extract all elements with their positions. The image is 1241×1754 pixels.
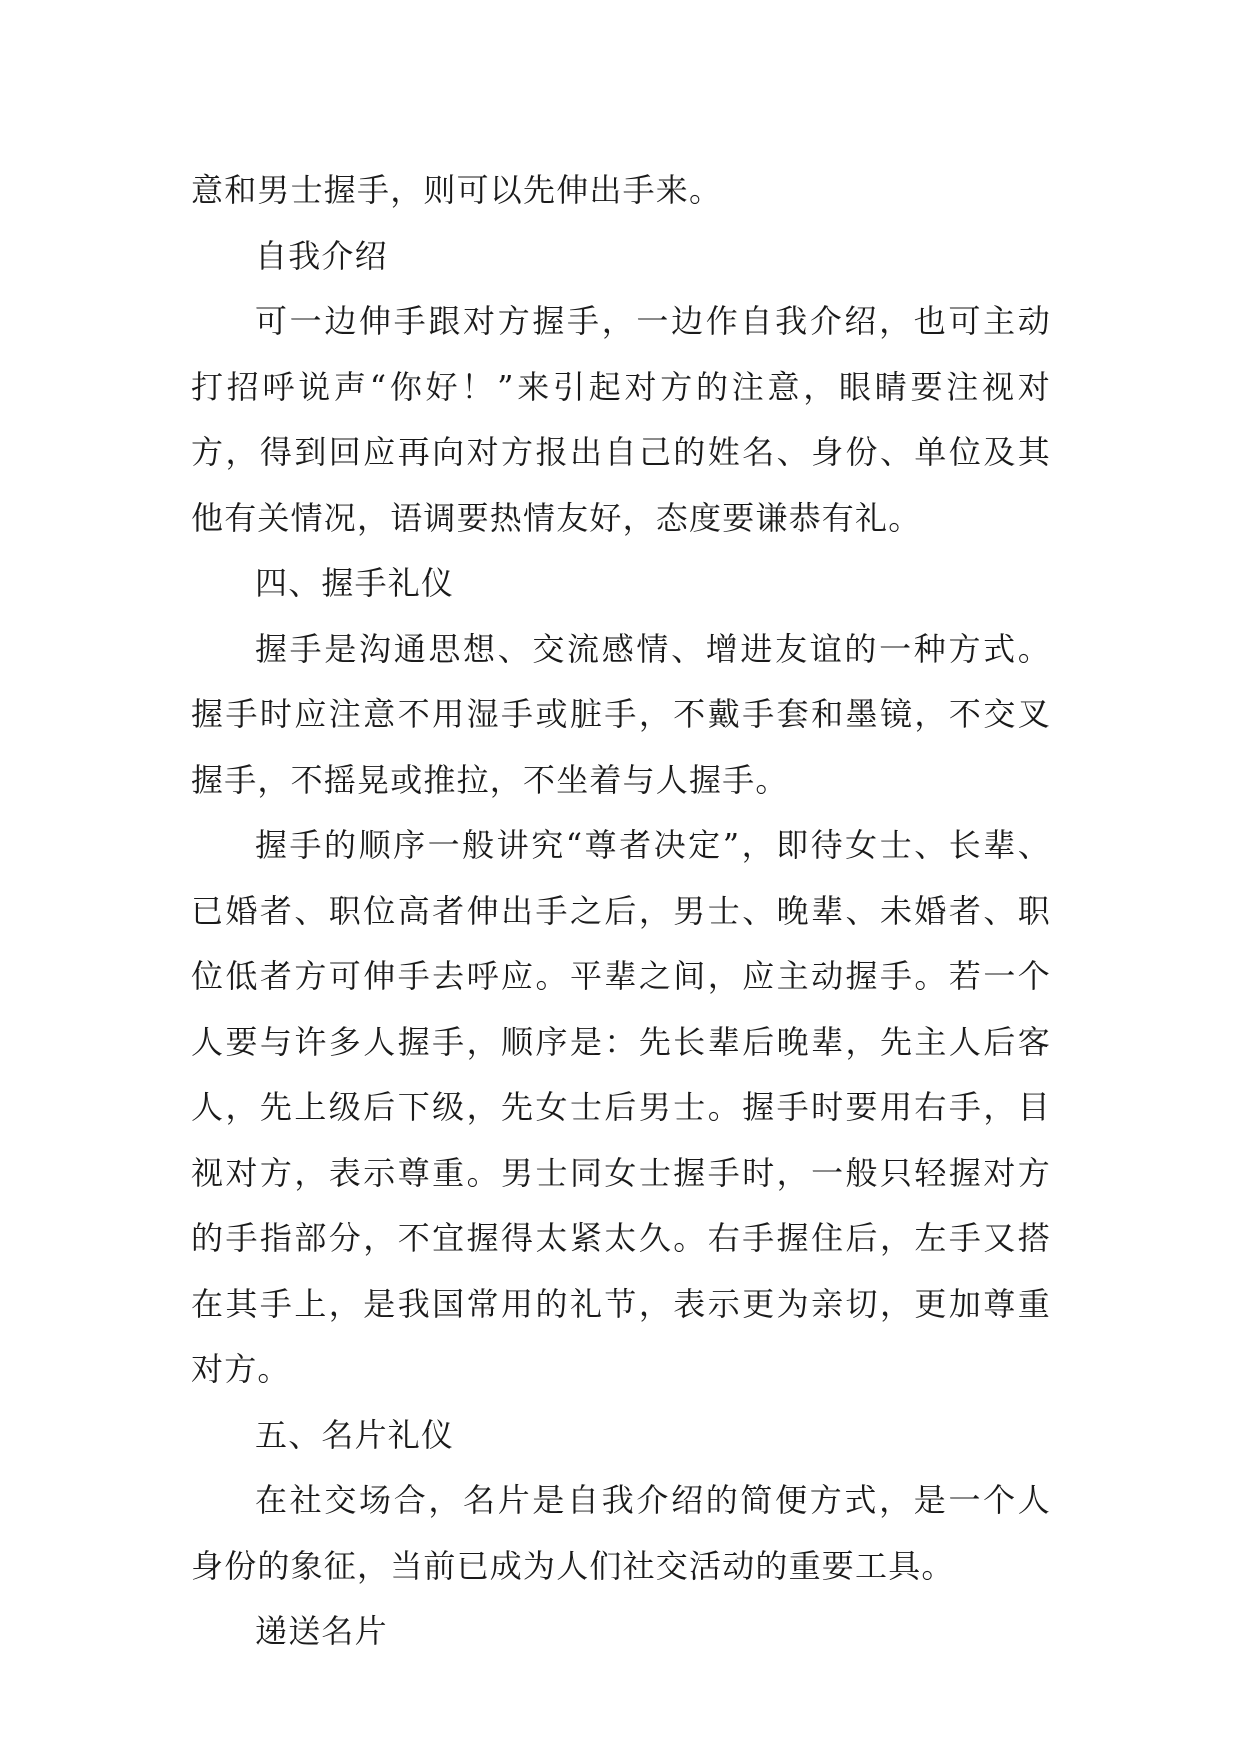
paragraph-self-introduction: 可一边伸手跟对方握手，一边作自我介绍，也可主动打招呼说声“你好！”来引起对方的注意，眼睛要注视对方，得到回应再向对方报出自己的姓名、身份、单位及其他有关情况，语调要热情友好，态度要谦恭有礼。 (191, 302, 1051, 537)
paragraph-handshake-order: 握手的顺序一般讲究“尊者决定”，即待女士、长辈、已婚者、职位高者伸出手之后，男士、晚辈、未婚者、职位低者方可伸手去呼应。平辈之间，应主动握手。若一个人要与许多人握手，顺序是：先长辈后晚辈，先主人后客人，先上级后下级，先女士后男士。握手时要用右手，目视对方，表示尊重。男士同女士握手时，一般只轻握对方的手指部分，不宜握得太紧太久。右手握住后，左手又搭在其手上，是我国常用的礼节，表示更为亲切，更加尊重对方。 (191, 826, 1051, 1388)
section-heading-business-card-etiquette: 五、名片礼仪 (255, 1415, 455, 1454)
paragraph-handshake-intro: 握手是沟通思想、交流感情、增进友谊的一种方式。握手时应注意不用湿手或脏手，不戴手套和墨镜，不交叉握手，不摇晃或推拉，不坐着与人握手。 (191, 629, 1051, 799)
section-heading-handshake-etiquette: 四、握手礼仪 (255, 564, 455, 602)
document-body (191, 158, 1051, 1665)
paragraph-business-card-intro: 在社交场合，名片是自我介绍的简便方式，是一个人身份的象征，当前已成为人们社交活动的重要工具。 (191, 1481, 1051, 1585)
continuation-paragraph: 意和男士握手，则可以先伸出手来。 (191, 171, 723, 209)
section-heading-self-introduction: 自我介绍 (255, 236, 388, 275)
section-heading-presenting-cards: 递送名片 (255, 1612, 388, 1650)
